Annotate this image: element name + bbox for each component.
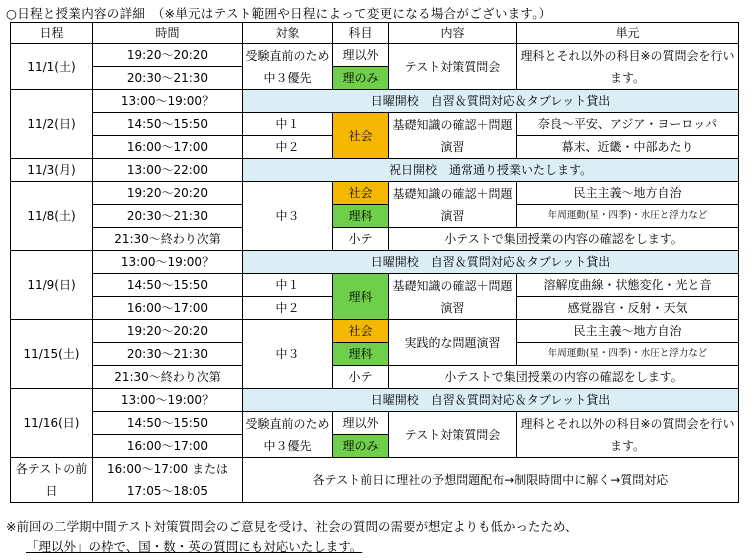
unit-cell: 理科とそれ以外の科目※の質問会を行います。 xyxy=(517,412,739,458)
table-row xyxy=(11,389,739,412)
time-cell: 21:30〜終わり次第 xyxy=(93,228,243,251)
test-cell: 小テストで集団授業の内容の確認をします。 xyxy=(389,366,739,389)
table-row xyxy=(11,113,739,136)
table-row xyxy=(11,412,739,435)
page-title: ○日程と授業内容の詳細 （※単元はテスト範囲や日程によって変更になる場合がございます。） xyxy=(6,6,552,21)
target-cell: 中１ xyxy=(243,274,333,297)
date-cell: 11/1(土) xyxy=(11,44,93,90)
subject-cell: 小テ xyxy=(333,228,389,251)
subject-cell: 理のみ xyxy=(333,67,389,90)
subject-cell: 小テ xyxy=(333,366,389,389)
table-row xyxy=(11,320,739,343)
unit-cell: 幕末、近畿・中部あたり xyxy=(517,136,739,159)
subject-cell: 社会 xyxy=(333,320,389,343)
date-cell: 各テストの前日 xyxy=(11,458,93,503)
time-cell: 16:00〜17:00 xyxy=(93,297,243,320)
content-cell: テスト対策質問会 xyxy=(389,412,517,458)
open-notice: 日曜開校 自習＆質問対応＆タブレット貸出 xyxy=(243,389,739,412)
table-row xyxy=(11,228,739,251)
subject-cell: 理科 xyxy=(333,343,389,366)
time-cell: 13:00〜19:00？ xyxy=(93,251,243,274)
time-cell: 16:00〜17:00 xyxy=(93,435,243,458)
time-cell: 14:50〜15:50 xyxy=(93,113,243,136)
unit-cell: 民主主義〜地方自治 xyxy=(517,320,739,343)
target-cell: 中３ xyxy=(243,182,333,251)
target-cell: 中１ xyxy=(243,113,333,136)
time-cell: 16:00〜17:00 または 17:05〜18:05 xyxy=(93,458,243,503)
date-cell: 11/9(日) xyxy=(11,251,93,320)
content-cell: 基礎知識の確認＋問題演習 xyxy=(389,182,517,228)
unit-cell: 理科とそれ以外の科目※の質問会を行います。 xyxy=(517,44,739,90)
time-cell: 16:00〜17:00 xyxy=(93,136,243,159)
table-row xyxy=(11,159,739,182)
time-cell: 20:30〜21:30 xyxy=(93,67,243,90)
date-cell: 11/3(月) xyxy=(11,159,93,182)
header-target: 対象 xyxy=(243,23,333,44)
time-cell: 19:20〜20:20 xyxy=(93,182,243,205)
content-cell: 基礎知識の確認＋問題演習 xyxy=(389,274,517,320)
header-date: 日程 xyxy=(11,23,93,44)
target-cell: 受験直前のため中３優先 xyxy=(243,44,333,90)
time-cell: 13:00〜22:00 xyxy=(93,159,243,182)
open-notice: 日曜開校 自習＆質問対応＆タブレット貸出 xyxy=(243,90,739,113)
content-cell: 基礎知識の確認＋問題演習 xyxy=(389,113,517,159)
target-cell: 中２ xyxy=(243,136,333,159)
test-cell: 小テストで集団授業の内容の確認をします。 xyxy=(389,228,739,251)
time-cell: 21:30〜終わり次第 xyxy=(93,366,243,389)
footnote-line-1: ※前回の二学期中間テスト対策質問会のご意見を受け、社会の質問の需要が想定よりも低かったため、 xyxy=(6,519,578,534)
schedule-table xyxy=(10,22,739,503)
table-row xyxy=(11,458,739,503)
table-row xyxy=(11,251,739,274)
table-row xyxy=(11,366,739,389)
test-eve-notice: 各テスト前日に理社の予想問題配布→制限時間中に解く→質問対応 xyxy=(243,458,739,503)
content-cell: 実践的な問題演習 xyxy=(389,320,517,366)
header-time: 時間 xyxy=(93,23,243,44)
time-cell: 13:00〜19:00？ xyxy=(93,389,243,412)
unit-cell: 感覚器官・反射・天気 xyxy=(517,297,739,320)
table-row xyxy=(11,205,739,228)
target-cell: 受験直前のため中３優先 xyxy=(243,412,333,458)
unit-cell: 溶解度曲線・状態変化・光と音 xyxy=(517,274,739,297)
time-cell: 19:20〜20:20 xyxy=(93,44,243,67)
header-row xyxy=(11,23,739,44)
subject-cell: 理科 xyxy=(333,274,389,320)
target-cell: 中２ xyxy=(243,297,333,320)
unit-cell: 奈良〜平安、アジア・ヨーロッパ xyxy=(517,113,739,136)
header-subject: 科目 xyxy=(333,23,389,44)
date-cell: 11/8(土) xyxy=(11,182,93,251)
subject-cell: 社会 xyxy=(333,113,389,159)
holiday-notice: 祝日開校 通常通り授業いたします。 xyxy=(243,159,739,182)
table-row xyxy=(11,274,739,297)
subject-cell: 理以外 xyxy=(333,412,389,435)
header-content: 内容 xyxy=(389,23,517,44)
time-cell: 14:50〜15:50 xyxy=(93,412,243,435)
table-row xyxy=(11,44,739,67)
unit-cell: 年周運動(星・四季)・水圧と浮力など xyxy=(517,205,739,228)
table-row xyxy=(11,182,739,205)
unit-cell: 年周運動(星・四季)・水圧と浮力など xyxy=(517,343,739,366)
target-cell: 中３ xyxy=(243,320,333,389)
table-row xyxy=(11,90,739,113)
subject-cell: 理以外 xyxy=(333,44,389,67)
content-cell: テスト対策質問会 xyxy=(389,44,517,90)
header-unit: 単元 xyxy=(517,23,739,44)
time-cell: 19:20〜20:20 xyxy=(93,320,243,343)
date-cell: 11/16(日) xyxy=(11,389,93,458)
subject-cell: 理のみ xyxy=(333,435,389,458)
time-cell: 14:50〜15:50 xyxy=(93,274,243,297)
open-notice: 日曜開校 自習＆質問対応＆タブレット貸出 xyxy=(243,251,739,274)
table-row xyxy=(11,343,739,366)
subject-cell: 社会 xyxy=(333,182,389,205)
subject-cell: 理科 xyxy=(333,205,389,228)
date-cell: 11/15(土) xyxy=(11,320,93,389)
date-cell: 11/2(日) xyxy=(11,90,93,159)
footnote-line-2: 「理以外」の枠で、国・数・英の質問にも対応いたします。 xyxy=(26,539,363,554)
time-cell: 13:00〜19:00？ xyxy=(93,90,243,113)
time-cell: 20:30〜21:30 xyxy=(93,205,243,228)
time-cell: 20:30〜21:30 xyxy=(93,343,243,366)
unit-cell: 民主主義〜地方自治 xyxy=(517,182,739,205)
